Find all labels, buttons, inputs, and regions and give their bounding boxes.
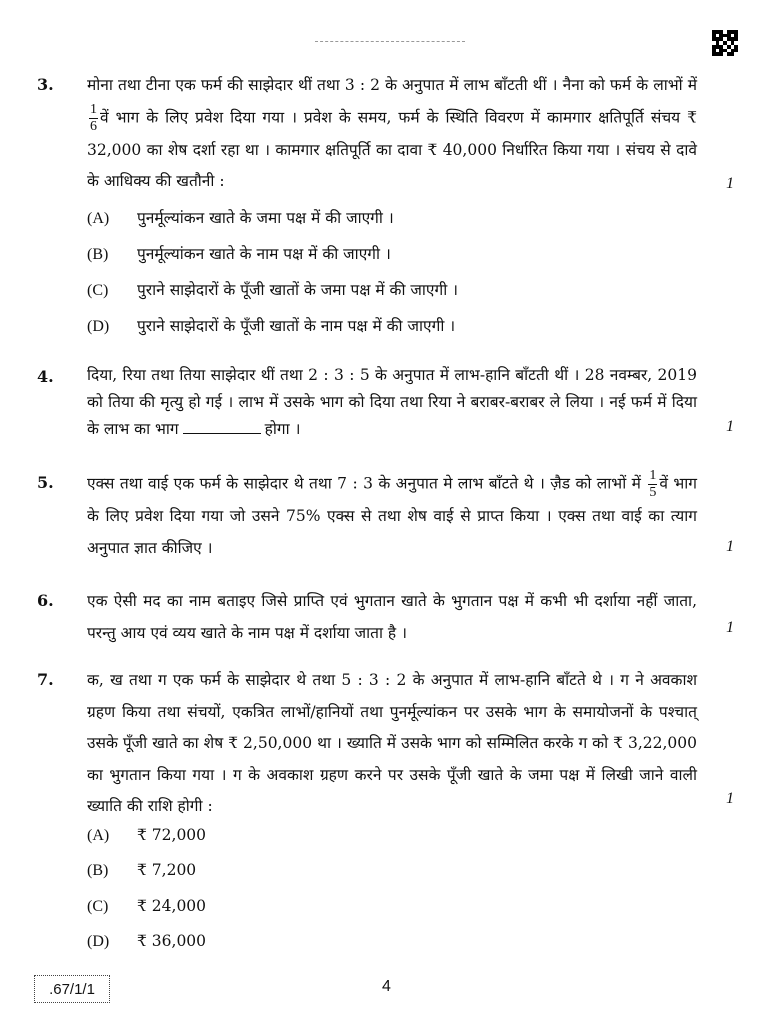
question-text: क, ख तथा ग एक फर्म के साझेदार थे तथा 5 : 3 : 2 के अनुपात में लाभ-हानि बाँटते थे । ग ने अवकाश ग्रहण किया तथा संचयों, एकत्रित लाभों/हानियों तथा पुनर्मूल्यांकन पर उसके भाग के समायोजनों के पश्चात् उसके पूँजी खाते का शेष ₹ 2,50,000 था । ख्याति में उसके भाग को सम्मिलित करके ग को ₹ 3,22,000 का भुगतान किया गया । ग के अवकाश ग्रहण करने पर उसके पूँजी खाते के जमा पक्ष में लिखी जाने वाली ख्याति की राशि होगी : [87,671,697,815]
question-number: 7. [37,670,54,689]
header-dashed-rule [315,41,465,42]
question-text [87,362,697,443]
question-text [87,70,697,198]
option-c [87,280,458,301]
fraction-denominator: 6 [90,118,97,134]
option-d [87,316,455,337]
option-label: (B) [87,862,109,879]
answer-blank [183,419,261,434]
question-text [87,468,697,564]
option-label: (C) [87,898,109,915]
option-label: (D) [87,933,110,950]
question-text-part: वें भाग के लिए प्रवेश दिया गया । प्रवेश के समय, फर्म के स्थिति विवरण में कामगार क्षतिपूर्ति संचय ₹ 32,000 का शेष दर्शा रहा था । कामगार क्षतिपूर्ति का दावा ₹ 40,000 निर्धारित किया गया । संचय से दावे के आधिक्य की खतौनी : [87,108,697,190]
option-d [87,931,206,952]
option-b [87,860,196,881]
page-number: 4 [382,978,391,995]
option-text: ₹ 24,000 [137,897,207,915]
option-label: (B) [87,246,109,263]
option-text: ₹ 72,000 [137,826,207,844]
question-number: 6. [37,591,54,610]
question-text: एक ऐसी मद का नाम बताइए जिसे प्राप्ति एवं भुगतान खाते के भुगतान पक्ष में कभी भी दर्शाया नहीं जाता, परन्तु आय एवं व्यय खाते के नाम पक्ष में दर्शाया जाता है । [87,592,697,642]
option-a [87,825,206,846]
option-text: ₹ 7,200 [137,861,197,879]
question-number: 3. [37,75,54,94]
question-number: 5. [37,473,54,492]
question-text-part: वें भाग के लिए प्रवेश दिया गया जो उसने 75% एक्स से तथा शेष वाई से प्राप्त किया । एक्स तथा वाई का त्याग अनुपात ज्ञात कीजिए । [87,474,697,557]
marks: 1 [726,538,734,555]
paper-code: .67/1/1 [34,975,110,1003]
option-b [87,244,391,265]
fraction [648,468,657,501]
marks: 1 [726,619,734,636]
option-text: पुराने साझेदारों के पूँजी खातों के जमा पक्ष में की जाएगी । [137,281,459,299]
fraction-denominator: 5 [649,485,657,500]
question-number: 4. [37,367,54,386]
fraction-numerator: 1 [90,101,97,117]
option-c [87,896,206,917]
option-label: (A) [87,210,110,227]
question-text-part: एक्स तथा वाई एक फर्म के साझेदार थे तथा 7 : 3 के अनुपात मे लाभ बाँटते थे । ज़ैड को लाभों में [87,474,641,493]
option-label: (A) [87,827,110,844]
fraction [89,102,98,135]
marks: 1 [726,418,734,435]
option-text: ₹ 36,000 [137,932,207,950]
question-text-part: दिया, रिया तथा तिया साझेदार थीं तथा 2 : 3 : 5 के अनुपात में लाभ-हानि बाँटती थीं । 28 नवम्बर, 2019 को तिया की मृत्यु हो गई । लाभ में उसके भाग को दिया तथा रिया ने बराबर-बराबर ले लिया । नई फर्म में दिया के लाभ का भाग [87,366,697,438]
option-label: (D) [87,318,110,335]
question-text-part: होगा । [264,420,301,438]
option-label: (C) [87,282,109,299]
option-a [87,208,394,229]
option-text: पुनर्मूल्यांकन खाते के जमा पक्ष में की जाएगी । [137,209,394,227]
question-text-part: मोना तथा टीना एक फर्म की साझेदार थीं तथा 3 : 2 के अनुपात में लाभ बाँटती थीं । नैना को फर्म के लाभों में [87,76,697,94]
option-text: पुराने साझेदारों के पूँजी खातों के नाम पक्ष में की जाएगी । [137,317,456,335]
qr-code-icon [712,30,738,56]
option-text: पुनर्मूल्यांकन खाते के नाम पक्ष में की जाएगी । [137,245,391,263]
marks: 1 [726,175,734,192]
marks: 1 [726,790,734,807]
fraction-numerator: 1 [649,468,657,483]
